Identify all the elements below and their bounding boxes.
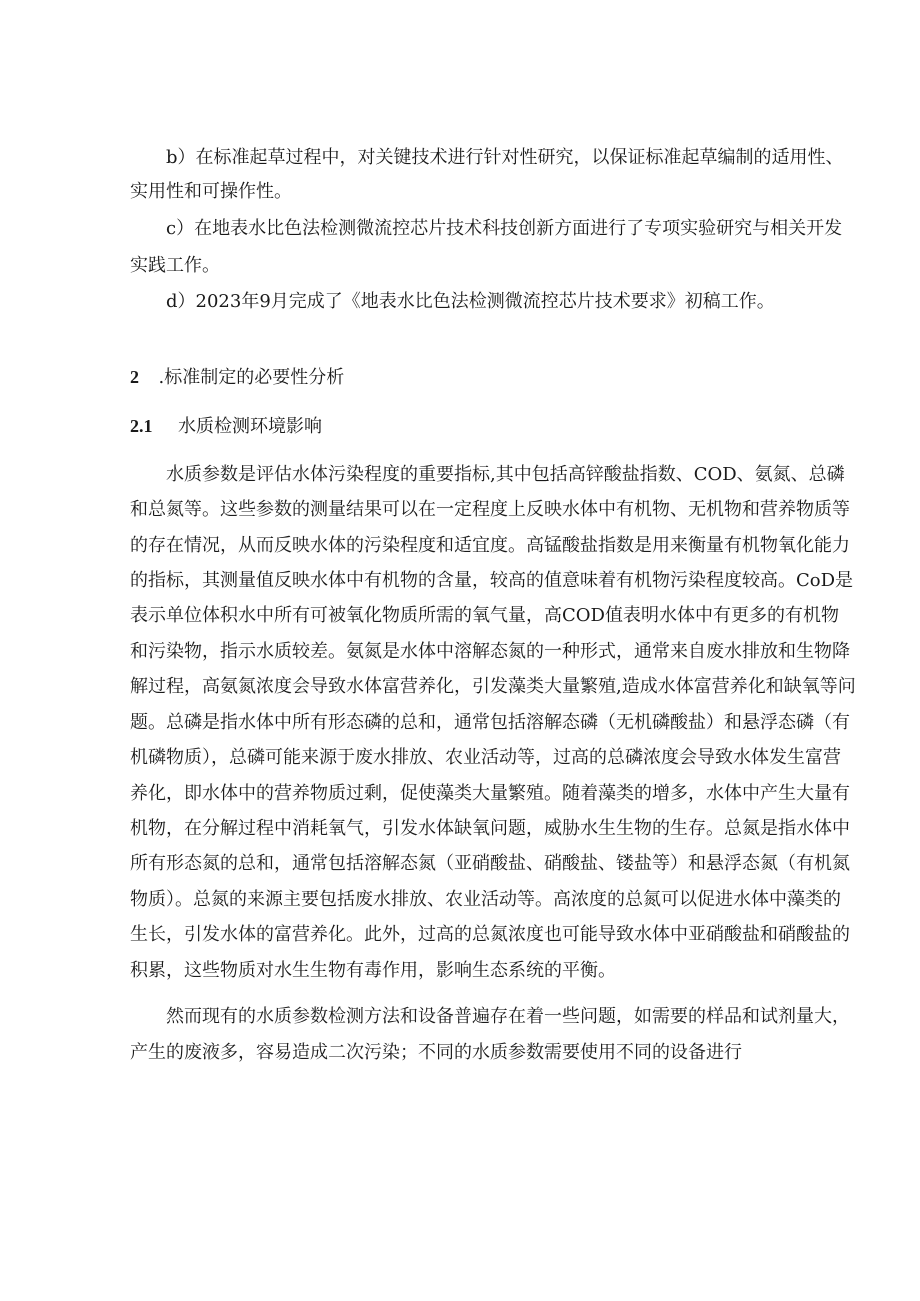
list-item-b-line-2: 实用性和可操作性。 <box>130 181 292 202</box>
section-2-1-number: 2.1 <box>130 416 153 436</box>
paragraph-1-line-7: 解过程，高氨氮浓度会导致水体富营养化，引发藻类大量繁殖,造成水体富营养化和缺氧等问 <box>130 676 856 697</box>
paragraph-1-line-9: 机磷物质），总磷可能来源于废水排放、农业活动等，过高的总磷浓度会导致水体发生富营 <box>130 747 841 768</box>
paragraph-1-line-11: 机物，在分解过程中消耗氧气，引发水体缺氧问题，威胁水生生物的生存。总氮是指水体中 <box>130 818 850 839</box>
paragraph-1-line-5: 表示单位体积水中所有可被氧化物质所需的氧气量，高COD值表明水体中有更多的有机物 <box>130 605 839 626</box>
list-item-c-line-1: c）在地表水比色法检测微流控芯片技术科技创新方面进行了专项实验研究与相关开发 <box>166 218 843 239</box>
list-item-b-line-1: b）在标准起草过程中，对关键技术进行针对性研究，以保证标准起草编制的适用性、 <box>166 147 844 168</box>
section-2-heading <box>130 365 344 390</box>
list-item-d-line-1: d）2023年9月完成了《地表水比色法检测微流控芯片技术要求》初稿工作。 <box>166 291 775 312</box>
paragraph-1-line-10: 养化，即水体中的营养物质过剩，促使藻类大量繁殖。随着藻类的增多，水体中产生大量有 <box>130 783 850 804</box>
paragraph-1-line-1: 水质参数是评估水体污染程度的重要指标,其中包括高锌酸盐指数、COD、氨氮、总磷 <box>166 464 845 485</box>
paragraph-1-line-14: 生长，引发水体的富营养化。此外，过高的总氮浓度也可能导致水体中亚硝酸盐和硝酸盐的 <box>130 924 850 945</box>
list-item-c-line-2: 实践工作。 <box>130 255 220 276</box>
paragraph-1-line-8: 题。总磷是指水体中所有形态磷的总和，通常包括溶解态磷（无机磷酸盐）和悬浮态磷（有 <box>130 712 850 733</box>
paragraph-1-line-2: 和总氮等。这些参数的测量结果可以在一定程度上反映水体中有机物、无机物和营养物质等 <box>130 499 850 520</box>
paragraph-1-line-4: 的指标，其测量值反映水体中有机物的含量，较高的值意味着有机物污染程度较高。CoD是 <box>130 570 854 591</box>
section-2-number: 2 <box>130 367 139 387</box>
paragraph-1-line-3: 的存在情况，从而反映水体的污染程度和适宜度。高锰酸盐指数是用来衡量有机物氧化能力 <box>130 535 850 556</box>
paragraph-1-line-15: 积累，这些物质对水生生物有毒作用，影响生态系统的平衡。 <box>130 960 616 981</box>
section-2-title: .标准制定的必要性分析 <box>158 367 345 388</box>
paragraph-1-line-13: 物质）。总氮的来源主要包括废水排放、农业活动等。高浓度的总氮可以促进水体中藻类的 <box>130 889 841 910</box>
paragraph-2-line-2: 产生的废液多，容易造成二次污染；不同的水质参数需要使用不同的设备进行 <box>130 1042 742 1063</box>
section-2-1-heading <box>130 414 322 439</box>
section-2-1-title: 水质检测环境影响 <box>177 416 322 437</box>
paragraph-2-line-1: 然而现有的水质参数检测方法和设备普遍存在着一些问题，如需要的样品和试剂量大， <box>166 1006 850 1027</box>
paragraph-1-line-12: 所有形态氮的总和，通常包括溶解态氮（亚硝酸盐、硝酸盐、镂盐等）和悬浮态氮（有机氮 <box>130 853 850 874</box>
paragraph-1-line-6: 和污染物，指示水质较差。氨氮是水体中溶解态氮的一种形式，通常来自废水排放和生物降 <box>130 641 850 662</box>
